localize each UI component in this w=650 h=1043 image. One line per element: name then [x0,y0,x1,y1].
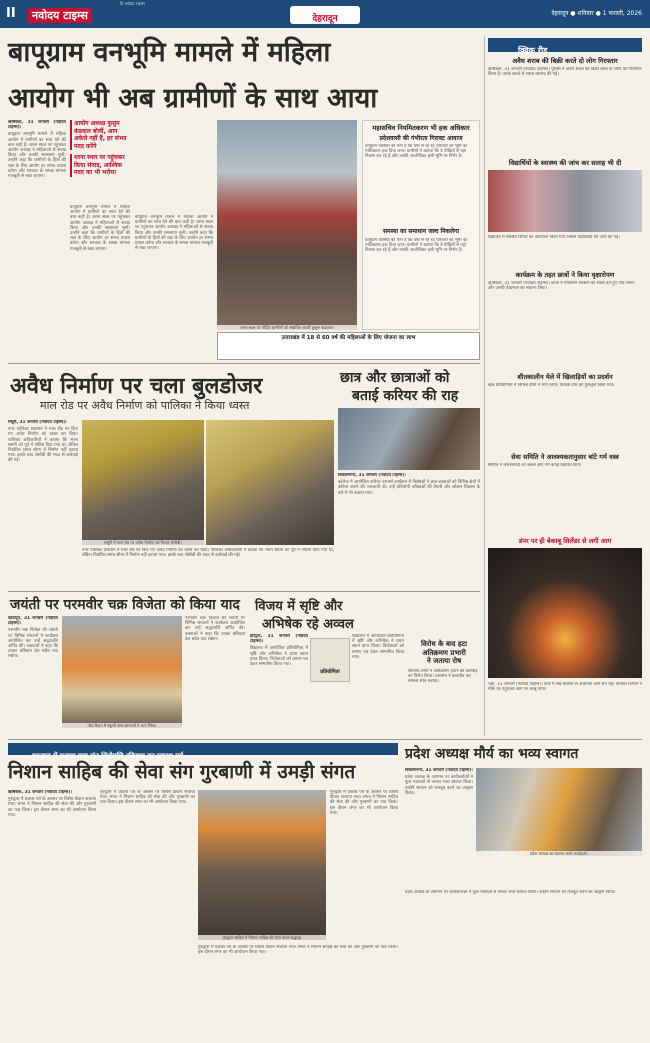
sidebar-sub1: प्रदेशवासी की गंभीरता गिरावट आवाज [379,135,463,142]
lead-body: बापूग्राम वनभूमि मामले में महिला आयोग ने ग्रामीणों का साथ देने की बात कही है। धरना स्थल पर पहुंचकर आयोग अध्यक्ष ने महिलाओं से संवाद किया और उनकी समस्याएं सुनीं। उन्होंने कहा कि ग्रामीणों के हितों की रक्षा के लिए आयोग हर संभव प्रयास करेगा और सरकार के समक्ष मामला मजबूती से रखा जाएगा। [8,132,66,180]
vijay-body-continued: विद्यालय में आयोजित प्रतियोगिता में सृष्टि और अभिषेक ने प्रथम स्थान प्राप्त किया। विजेताओं को प्रमाण पत्र देकर सम्मानित किया गया। [352,634,404,660]
bottom-strip [8,743,398,760]
lead-bullets [70,120,130,177]
lead-photo [217,120,357,330]
paper-name: नवोदय टाइम्स [28,8,92,23]
right-story-6-headline: डंपर पर ही बेकाबू सिलेंडर से लगी आग [518,537,612,545]
quick-read-tag [488,38,642,55]
quick-read-label: क्विक रीड [518,46,548,55]
small-story [408,640,480,729]
jayanti-photo-caption: परेड मैदान में स्कूली छात्र-छात्राओं ने भाग लिया। [62,723,182,728]
lead-body-col1 [8,120,66,335]
rule-lead-bottom [8,363,480,364]
demolition-body-col2 [82,548,334,588]
vijay-dateline: हरिद्वार, 31 जनवरी (नवोदय टाइम्स)। [250,634,308,645]
bottom-body-col3 [198,945,398,1033]
right-story-3-headline: कार्यक्रम के तहत छात्रों ने किया वृक्षारोपण [515,271,615,279]
bottom-body-col3-text: गुरुद्वारा में प्रकाश पर्व के अवसर पर विशेष दीवान सजाया गया। संगत ने निशान साहिब की सेवा की और गुरबाणी का पाठ किया। इस दौरान लंगर का भी आयोजन किया गया। [198,945,398,956]
bottom-body-col4 [330,790,398,940]
sidebar-sub2: समस्या का समाधान जल्द निकलेगा [382,228,460,235]
bottom-photo [198,790,326,940]
top-tiny-label: दि नवोदय टाइम्स [120,1,145,6]
rule-demolition-bottom [8,591,480,592]
bottom-strip-title: गुरुद्वारा में मनाया गया संत शिरोमणि रविदास का प्रकाश पर्व [32,752,184,760]
jayanti-photo [62,616,182,728]
demolition-photo-1 [82,420,204,545]
lead-dateline: ऋषिकेश, 31 जनवरी (नवोदय टाइम्स)। [8,120,66,131]
small-headline-line3: ने जताया रोष [426,657,462,665]
demolition-headline: अवैध निर्माण पर चला बुलडोजर [10,374,263,399]
small-headline-line2: अतिक्रमण प्रभारी [422,648,466,657]
jayanti-dateline: देहरादून, 31 जनवरी (नवोदय टाइम्स)। [8,616,58,627]
right-story-4 [488,372,642,443]
bottom-body: गुरुद्वारा में प्रकाश पर्व के अवसर पर विशेष दीवान सजाया गया। संगत ने निशान साहिब की सेवा की और गुरबाणी का पाठ किया। इस दौरान लंगर का भी आयोजन किया गया। [8,797,96,818]
demolition-photo-2 [206,420,334,545]
right-story-6-photo [488,548,642,678]
career-photo [338,408,480,470]
lead-photo-caption: धरना स्थल पर पीड़ित ग्रामीणों को संबोधित करतीं कुसुम कंडवाल। [217,325,357,330]
small-headline-line1: विरोध के बाद हटा [421,640,467,648]
maurya-body-col1 [405,768,473,888]
lead-bullet-2: धरना स्थल पर पहुंचकर किया संवाद, आश्विक मदद का भी भरोसा [70,154,130,177]
bottom-body-col1 [8,790,96,1030]
demolition-body: नगर पालिका प्रशासन ने माल रोड पर किए गए अवैध निर्माण को ध्वस्त कर दिया। पालिका अधिकारियों ने बताया कि भवन स्वामी को पूर्व में नोटिस दिया गया था, लेकिन निर्धारित समय सीमा में निर्माण नहीं हटाया गया। इसके बाद जेसीबी की मदद से कार्रवाई की गई। [8,427,78,464]
demolition-dateline: मसूरी, 31 जनवरी (नवोदय टाइम्स)। [8,420,67,425]
demolition-photo-caption: मसूरी में माल रोड पर अवैध निर्माण को गिराते जेसीबी। [82,540,204,545]
lead-body-continued: बापूग्राम वनभूमि मामले में महिला आयोग ने ग्रामीणों का साथ देने की बात कही है। धरना स्थल पर पहुंचकर आयोग अध्यक्ष ने महिलाओं से संवाद किया और उनकी समस्याएं सुनीं। उन्होंने कहा कि ग्रामीणों के हितों की रक्षा के लिए आयोग हर संभव प्रयास करेगा और सरकार के समक्ष मामला मजबूती से रखा जाएगा। [70,205,130,252]
right-story-1-body: ऋषिकेश, 31 जनवरी (नवोदय टाइम्स)। पुलिस ने अवैध शराब की बिक्री करते दो लोगों को गिरफ्तार किया है। उनके कब्जे से शराब बरामद की गई। [488,67,642,78]
maurya-headline: प्रदेश अध्यक्ष मौर्य का भव्य स्वागत [405,746,579,762]
boxed-summary-text: उत्तराखंड में 18 से 60 वर्ष की महिलाओं के लिए योजना का लाभ [281,335,416,341]
boxed-summary [217,332,480,360]
jayanti-body-col1 [8,616,58,736]
right-story-1 [488,56,642,142]
page-number: II [6,6,16,21]
bottom-body-col4-text: गुरुद्वारा में प्रकाश पर्व के अवसर पर विशेष दीवान सजाया गया। संगत ने निशान साहिब की सेवा की और गुरबाणी का पाठ किया। इस दौरान लंगर का भी आयोजन किया गया। [330,790,398,816]
vijay-headline-line2: अभिषेक रहे अव्वल [262,617,354,632]
bottom-photo-caption: गुरुद्वारा साहिब में निशान साहिब की सेवा करते श्रद्धालु। [198,935,326,940]
lead-body-col3 [135,215,213,335]
bottom-headline: निशान साहिब की सेवा संग गुरबाणी में उमड़ी संगत [8,761,356,783]
jayanti-headline: जयंती पर परमवीर चक्र विजेता को किया याद [10,597,240,613]
vijay-body-col2 [352,634,404,736]
jayanti-body-continued: परमवीर चक्र विजेता की जयंती पर विभिन्न संगठनों ने कार्यक्रम आयोजित कर उन्हें श्रद्धांजलि अर्पित की। वक्ताओं ने कहा कि उनका बलिदान देश सदैव याद रखेगा। [185,616,245,642]
vijay-quote-box [310,638,350,682]
vijay-quote-label: प्रतियोगिता [320,669,340,675]
demolition-subheadline: माल रोड पर अवैध निर्माण को पालिका ने किया ध्वस्त [40,399,250,412]
vijay-body-text: विद्यालय में आयोजित प्रतियोगिता में सृष्टि और अभिषेक ने प्रथम स्थान प्राप्त किया। विजेताओं को प्रमाण पत्र देकर सम्मानित किया गया। [250,646,308,668]
maurya-body-continued: प्रदेश अध्यक्ष के आगमन पर कार्यकर्ताओं ने फूल मालाओं से उनका भव्य स्वागत किया। उन्होंने संगठन को मजबूत करने का आह्वान किया। [405,890,616,895]
sidebar-title: महासचिव नियमितकरण भी हक अधिकार [372,124,470,132]
maurya-photo [476,768,642,856]
right-story-2-photo [488,170,642,232]
lead-headline-line1: बापूग्राम वनभूमि मामले में महिला [8,37,331,68]
lead-bullet-1: आयोग अध्यक्ष कुसुम कंडवाल बोलीं, आप अकेले नहीं हैं, हर संभव मदद करेंगे [70,120,130,150]
bottom-dateline: ऋषिकेश, 31 जनवरी (नवोदय टाइम्स)। [8,790,72,795]
right-column-divider [484,36,485,736]
sidebar-body-2: बापूग्राम वासियों की मांग है कि वर्षों से रह रहे परिवारों को भूमि का मालिकाना हक दिया जाए। ग्रामीणों ने बताया कि वे पीढ़ियों से यहां निवास कर रहे हैं और उनकी आजीविका इसी भूमि पर निर्भर है। [365,238,468,254]
right-story-3-body: ऋषिकेश, 31 जनवरी (नवोदय टाइम्स)। छात्रों ने पर्यावरण संरक्षण का संदेश देते हुए पौधे लगाए और उनकी देखभाल का संकल्प लिया। [488,281,635,292]
career-body-text: कॉलेज में आयोजित करियर परामर्श कार्यक्रम में विशेषज्ञों ने छात्र-छात्राओं को विभिन्न क्षेत्रों में करियर बनाने की जानकारी दी। उन्हें प्रतियोगी परीक्षाओं की तैयारी और कौशल विकास के बारे में भी बताया गया। [338,480,480,496]
jayanti-body: परमवीर चक्र विजेता की जयंती पर विभिन्न संगठनों ने कार्यक्रम आयोजित कर उन्हें श्रद्धांजलि अर्पित की। वक्ताओं ने कहा कि उनका बलिदान देश सदैव याद रखेगा। [8,628,58,660]
maurya-photo-caption: प्रदेश अध्यक्ष का स्वागत करते कार्यकर्ता। [476,851,642,856]
right-story-5-body: समिति ने जरूरतमंदों को कंबल और गर्म कपड़े वितरित किए। [488,463,582,468]
rule-bottom-section [8,739,642,740]
lead-body-col3-text: बापूग्राम वनभूमि मामले में महिला आयोग ने ग्रामीणों का साथ देने की बात कही है। धरना स्थल पर पहुंचकर आयोग अध्यक्ष ने महिलाओं से संवाद किया और उनकी समस्याएं सुनीं। उन्होंने कहा कि ग्रामीणों के हितों की रक्षा के लिए आयोग हर संभव प्रयास करेगा और सरकार के समक्ष मामला मजबूती से रखा जाएगा। [135,215,213,252]
right-story-2 [488,158,642,167]
sidebar-body: बापूग्राम वासियों की मांग है कि वर्षों से रह रहे परिवारों को भूमि का मालिकाना हक दिया जाए। ग्रामीणों ने बताया कि वे पीढ़ियों से यहां निवास कर रहे हैं और उनकी आजीविका इसी भूमि पर निर्भर है। [365,144,468,160]
right-story-2-headline: विद्यार्थियों के स्वास्थ्य की जांच कर सलाह भी दी [508,159,622,167]
small-body: स्थानीय लोगों ने अतिक्रमण हटाने की कार्रवाई का विरोध किया। प्रशासन ने बातचीत कर मामला शांत कराया। [408,668,478,684]
lead-body-col2 [70,205,130,335]
bottom-body-continued: गुरुद्वारा में प्रकाश पर्व के अवसर पर विशेष दीवान सजाया गया। संगत ने निशान साहिब की सेवा की और गुरबाणी का पाठ किया। इस दौरान लंगर का भी आयोजन किया गया। [100,790,195,806]
right-story-2-body: विद्यालय में स्वास्थ्य शिविर का आयोजन किया गया जिसमें विद्यार्थियों की जांच की गई। [488,235,620,240]
right-story-3 [488,270,642,361]
demolition-body-col1 [8,420,78,560]
right-story-5-headline: सेवा समिति ने आवश्यकतानुसार बांटे गर्म वस्त्र [511,453,619,461]
city-name: देहरादून [312,14,338,24]
maurya-dateline: विकासनगर, 31 जनवरी (नवोदय टाइम्स)। [405,768,473,773]
right-story-6-body: चंबा, 31 जनवरी (नवोदय टाइम्स)। डंपर में रखे सिलेंडर से अचानक आग लग गई। दमकल विभाग ने मौके पर पहुंचकर आग पर काबू पाया। [488,682,642,693]
lead-headline-line2: आयोग भी अब ग्रामीणों के साथ आया [8,83,378,114]
dateline: देहरादून ● शनिवार ● 1 फरवरी, 2026 [551,10,642,17]
career-headline-line1: छात्र और छात्राओं को [340,370,450,386]
right-story-4-headline: शीतकालीन मेले में खिलाड़ियों का प्रदर्शन [517,373,613,381]
vijay-body [250,634,308,736]
right-story-6 [488,536,642,545]
bottom-body-col2 [100,790,195,1030]
right-story-4-body: खेल प्रतियोगिता में विभिन्न टीमों ने भाग लिया। विजेता टीम को पुरस्कृत किया गया। [488,383,615,388]
right-story-1-headline: अवैध शराब की बिक्री करते दो लोग गिरफ्तार [512,57,618,65]
right-story-5 [488,452,642,528]
demolition-body-continued: नगर पालिका प्रशासन ने माल रोड पर किए गए अवैध निर्माण को ध्वस्त कर दिया। पालिका अधिकारियों ने बताया कि भवन स्वामी को पूर्व में नोटिस दिया गया था, लेकिन निर्धारित समय सीमा में निर्माण नहीं हटाया गया। इसके बाद जेसीबी की मदद से कार्रवाई की गई। [82,548,334,559]
maurya-body: प्रदेश अध्यक्ष के आगमन पर कार्यकर्ताओं ने फूल मालाओं से उनका भव्य स्वागत किया। उन्होंने संगठन को मजबूत करने का आह्वान किया। [405,775,473,796]
career-headline-line2: बताई करियर की राह [352,388,459,404]
jayanti-body-col2 [185,616,245,736]
sidebar-box [362,120,480,330]
career-body [338,473,480,588]
city-badge [290,6,360,24]
vijay-headline-line1: विजय में सृष्टि और [255,599,343,614]
career-dateline: विकासनगर, 31 जनवरी (नवोदय टाइम्स)। [338,473,406,478]
maurya-body-col2 [405,890,642,1035]
